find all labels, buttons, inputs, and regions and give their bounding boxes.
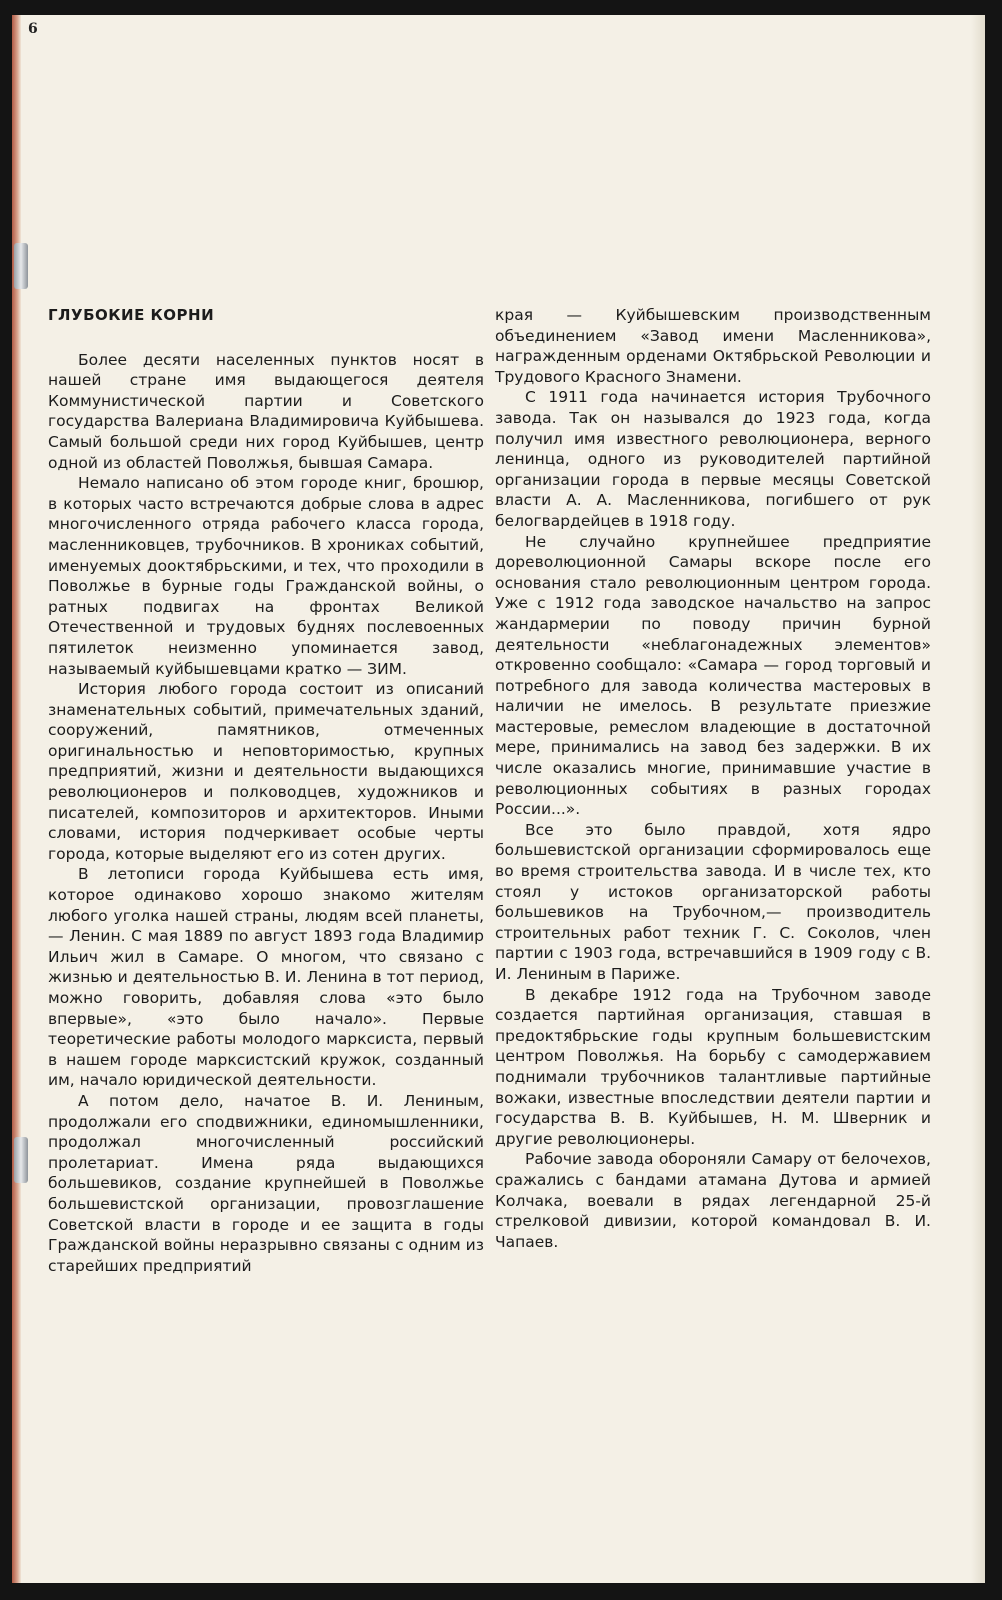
left-column <box>48 305 484 1276</box>
staple-bottom <box>14 1137 28 1183</box>
paragraph: Рабочие завода обороняли Самару от белочехов, сражались с бандами атамана Дутова и армией Колчака, воевали в рядах легендарной 25-й стрелковой дивизии, которой командовал В. И. Чапаев. <box>495 1150 931 1251</box>
paragraph: В летописи города Куйбышева есть имя, которое одинаково хорошо знакомо жителям любого уголка нашей страны, людям всей планеты,— Ленин. С мая 1889 по август 1893 года Владимир Ильич жил в Самаре. О многом, что связано с жизнью и деятельностью В. И. Ленина в тот период, можно говорить, добавляя слова «это было впервые», «это было начало». Первые теоретические работы молодого марксиста, первый в нашем городе марксистский кружок, созданный им, начало юридической деятельности. <box>48 865 484 1090</box>
book-page <box>12 15 985 1583</box>
paragraph: История любого города состоит из описаний знаменательных событий, примечательных зданий, сооружений, памятников, отмеченных оригинальностью и неповторимостью, крупных предприятий, жизни и деятельности выдающихся революционеров и полководцев, художников и писателей, композиторов и архитекторов. Иными словами, история подчеркивает особые черты города, которые выделяют его из сотен других. <box>48 680 484 863</box>
page-right-edge <box>971 15 985 1583</box>
article-title: ГЛУБОКИЕ КОРНИ <box>48 306 215 324</box>
paragraph: В декабре 1912 года на Трубочном заводе создается партийная организация, ставшая в предоктябрьские годы крупным большевистским центром Поволжья. На борьбу с самодержавием поднимали трубочников талантливые партийные вожаки, известные впоследствии деятели партии и государства В. В. Куйбышев, Н. М. Шверник и другие революционеры. <box>495 985 931 1148</box>
paragraph: Не случайно крупнейшее предприятие дореволюционной Самары вскоре после его основания стало революционным центром города. Уже с 1912 года заводское начальство на запрос жандармерии по поводу причин бурной деятельности «неблагонадежных элементов» откровенно сообщало: «Самара — город торговый и потребного для завода количества мастеровых в наличии не имелось. В результате приезжие мастеровые, ремеслом владеющие в достаточной мере, принимались на завод без задержки. В их числе оказались многие, принимавшие участие в революционных событиях в разных городах России...». <box>495 532 931 819</box>
paragraph: Немало написано об этом городе книг, брошюр, в которых часто встречаются добрые слова в адрес многочисленного отряда рабочего класса города, масленниковцев, трубочников. В хрониках событий, именуемых дооктябрьскими, и тех, что проходили в Поволжье в бурные годы Гражданской войны, о ратных подвигах на фронтах Великой Отечественной и трудовых буднях послевоенных пятилеток неизменно упоминается завод, называемый куйбышевцами кратко — ЗИМ. <box>48 474 484 678</box>
right-column <box>495 305 931 1252</box>
paragraph: Более десяти населенных пунктов носят в нашей стране имя выдающегося деятеля Коммунистической партии и Советского государства Валериана Владимировича Куйбышева. Самый большой среди них город Куйбышев, центр одной из областей Поволжья, бывшая Самара. <box>48 350 484 472</box>
paragraph: А потом дело, начатое В. И. Лениным, продолжали его сподвижники, единомышленники, продолжал многочисленный российский пролетариат. Имена ряда выдающихся большевиков, создание крупнейшей в Поволжье большевистской организации, провозглашение Советской власти в городе и ее защита в годы Гражданской войны неразрывно связаны с одним из старейших предприятий <box>48 1091 484 1275</box>
paragraph: С 1911 года начинается история Трубочного завода. Так он назывался до 1923 года, когда получил имя известного революционера, верного ленинца, одного из руководителей партийной организации города в первые месяцы Советской власти А. А. Масленникова, погибшего от рук белогвардейцев в 1918 году. <box>495 388 931 530</box>
paragraph: Все это было правдой, хотя ядро большевистской организации сформировалось еще во время строительства завода. И в числе тех, кто стоял у истоков организаторской работы большевиков на Трубочном,— производитель строительных работ техник Г. С. Соколов, член партии с 1903 года, встречавшийся в 1909 году с В. И. Лениным в Париже. <box>495 820 931 983</box>
paragraph-continued: края — Куйбышевским производственным объединением «Завод имени Масленникова», награжденным орденами Октябрьской Революции и Трудового Красного Знамени. <box>495 306 931 386</box>
staple-top <box>14 243 28 289</box>
page-number: 6 <box>28 21 38 37</box>
